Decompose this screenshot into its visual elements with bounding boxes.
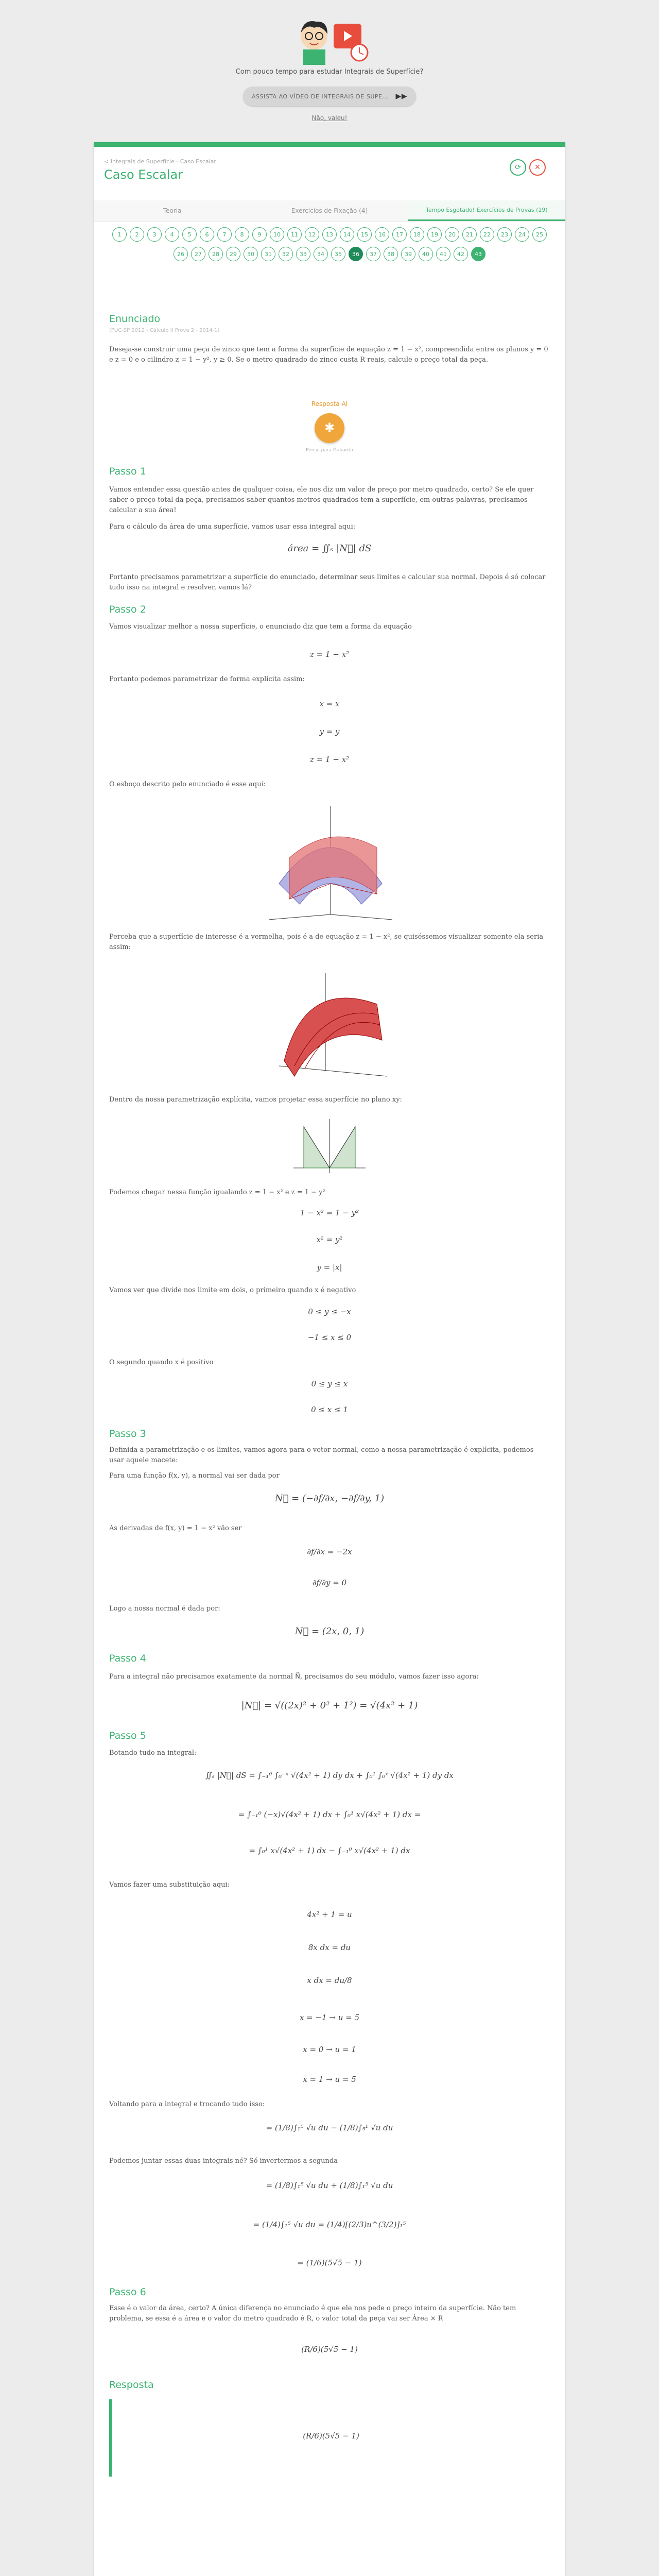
equation: = (1/8)∫₁⁵ √u du + (1/8)∫₁⁵ √u du [266, 2181, 393, 2190]
step-4-heading: Passo 4 [109, 1653, 146, 1664]
question-navigator [105, 227, 554, 266]
equation: 4x² + 1 = u [307, 1910, 352, 1919]
page-title: Caso Escalar [104, 167, 183, 182]
question-number-13[interactable]: 13 [322, 227, 337, 242]
equation: x² = y² [316, 1235, 343, 1244]
equation: ∂f/∂y = 0 [312, 1578, 347, 1587]
equation: ∬ₛ |N⃗| dS = ∫₋₁⁰ ∫₀⁻ˣ √(4x² + 1) dy dx + ∫₀¹ ∫₀ˣ √(4x² + 1) dy dx [205, 1771, 454, 1780]
question-number-2[interactable]: 2 [130, 227, 144, 242]
question-number-12[interactable]: 12 [305, 227, 319, 242]
step-2-text: Perceba que a superfície de interesse é a vermelha, pois é a de equação z = 1 − x², se quiséssemos visualizar somente ela seria assim: [109, 933, 544, 952]
question-number-3[interactable]: 3 [147, 227, 162, 242]
question-number-33[interactable]: 33 [296, 247, 310, 261]
step-1-text: Vamos entender essa questão antes de qualquer coisa, ele nos diz um valor de preço por metro quadrado, certo? Se ele quer saber o preço total da peça, precisamos saber quantos metros quadrados tem a superfície, em outras palavras, precisamos calcular a sua área! [109, 486, 534, 515]
step-5-text: Vamos fazer uma substituição aqui: [109, 1881, 230, 1889]
step-3-heading: Passo 3 [109, 1428, 146, 1439]
equation: N⃗ = (2x, 0, 1) [294, 1626, 365, 1637]
equation: = ∫₋₁⁰ (−x)√(4x² + 1) dx + ∫₀¹ x√(4x² + 1) dx = [238, 1810, 421, 1819]
step-4-text: Para a integral não precisamos exatamente da normal N⃗, precisamos do seu módulo, vamos fazer isso agora: [109, 1673, 479, 1681]
question-number-19[interactable]: 19 [427, 227, 442, 242]
step-5-text: Podemos juntar essas duas integrais né? Só invertermos a segunda [109, 2157, 338, 2165]
ai-answer-label: Resposta AI [311, 400, 348, 408]
equation: z = 1 − x² [309, 755, 350, 764]
answer-box [109, 2399, 553, 2477]
question-number-11[interactable]: 11 [287, 227, 302, 242]
question-number-36[interactable]: 36 [349, 247, 363, 261]
projection-xy-plot [288, 1116, 371, 1178]
question-number-31[interactable]: 31 [261, 247, 275, 261]
step-3-text: Definida a parametrização e os limites, vamos agora para o vetor normal, como a nossa parametrização é explícita, podemos usar aquele macete: [109, 1446, 534, 1465]
step-2-text: Portanto podemos parametrizar de forma explícita assim: [109, 675, 305, 683]
tab-exam-exercises[interactable]: Tempo Esgotado! Exercícios de Provas (19) [408, 200, 565, 221]
question-row [105, 247, 554, 261]
step-1-text: Para o cálculo da área de uma superfície, vamos usar essa integral aqui: [109, 523, 356, 531]
robot-icon: ✱ [315, 413, 344, 443]
promo-text: Com pouco tempo para estudar Integrais de Superfície? [235, 68, 424, 76]
dismiss-link[interactable]: Não, valeu! [311, 114, 348, 122]
question-number-34[interactable]: 34 [314, 247, 328, 261]
statement-text: Deseja-se construir uma peça de zinco que tem a forma da superfície de equação z = 1 − x², compreendida entre os planos y = 0 e z = 0 e o cilindro z = 1 − y², y ≥ 0. Se o metro quadrado do zinco custa R reais, calcule o preço total da peça. [109, 346, 548, 364]
step-2-text: Vamos visualizar melhor a nossa superfície, o enunciado diz que tem a forma da equação [109, 623, 412, 631]
final-answer: (R/6)(5√5 − 1) [303, 2431, 359, 2441]
equation: |N⃗| = √((2x)² + 0² + 1²) = √(4x² + 1) [241, 1700, 418, 1711]
equation: (R/6)(5√5 − 1) [301, 2345, 358, 2354]
equation: 8x dx = du [308, 1943, 351, 1952]
question-number-22[interactable]: 22 [480, 227, 494, 242]
equation: y = y [319, 727, 340, 736]
question-row [105, 227, 554, 242]
watch-video-button[interactable] [243, 87, 416, 106]
equation: = ∫₀¹ x√(4x² + 1) dx − ∫₋₁⁰ x√(4x² + 1) dx [249, 1846, 410, 1855]
question-number-28[interactable]: 28 [209, 247, 223, 261]
equation: 0 ≤ x ≤ 1 [311, 1405, 348, 1414]
breadcrumb[interactable]: < Integrais de Superfície - Caso Escalar [104, 158, 216, 165]
step-5-text: Botando tudo na integral: [109, 1749, 197, 1757]
question-number-41[interactable]: 41 [436, 247, 450, 261]
equation: = (1/8)∫₁⁵ √u du − (1/8)∫₅¹ √u du [266, 2123, 393, 2132]
close-icon[interactable]: ✕ [529, 159, 546, 176]
step-1-heading: Passo 1 [109, 466, 146, 477]
question-number-7[interactable]: 7 [217, 227, 232, 242]
equation: 0 ≤ y ≤ −x [308, 1307, 351, 1316]
answer-heading: Resposta [109, 2379, 154, 2391]
ai-answer-button[interactable] [306, 399, 353, 454]
question-number-24[interactable]: 24 [515, 227, 529, 242]
question-number-5[interactable]: 5 [182, 227, 197, 242]
question-number-16[interactable]: 16 [375, 227, 389, 242]
step-3-text: As derivadas de f(x, y) = 1 − x² vão ser [109, 1524, 242, 1532]
tab-bar [94, 200, 565, 222]
question-number-23[interactable]: 23 [497, 227, 512, 242]
question-number-39[interactable]: 39 [401, 247, 415, 261]
section-heading: Enunciado [109, 313, 161, 325]
tab-fixation[interactable]: Exercícios de Fixação (4) [251, 200, 408, 221]
question-number-25[interactable]: 25 [532, 227, 547, 242]
question-number-17[interactable]: 17 [392, 227, 407, 242]
equation: 0 ≤ y ≤ x [311, 1379, 348, 1388]
question-number-9[interactable]: 9 [252, 227, 267, 242]
question-number-26[interactable]: 26 [174, 247, 188, 261]
question-number-27[interactable]: 27 [191, 247, 205, 261]
question-number-6[interactable]: 6 [200, 227, 214, 242]
equation: = (1/6)(5√5 − 1) [297, 2258, 362, 2267]
step-2-text: Podemos chegar nessa função igualando z = 1 − x² e z = 1 − y² [109, 1189, 325, 1196]
question-number-43[interactable]: 43 [471, 247, 485, 261]
ai-answer-caption: Pense para Gabarito [306, 447, 353, 453]
question-number-20[interactable]: 20 [445, 227, 459, 242]
equation: −1 ≤ x ≤ 0 [307, 1333, 352, 1342]
equation: z = 1 − x² [309, 650, 350, 659]
surface-red-3d [264, 963, 397, 1087]
equation: x = x [319, 699, 340, 708]
watch-video-label: ASSISTA AO VÍDEO DE INTEGRAIS DE SUPE... [251, 93, 389, 100]
question-number-15[interactable]: 15 [357, 227, 372, 242]
equation: x = 1 → u = 5 [303, 2075, 356, 2084]
question-number-21[interactable]: 21 [462, 227, 477, 242]
statement-source: (PUC-SP 2012 - Cálculo II Prova 2 - 2014-1) [109, 328, 220, 334]
question-number-42[interactable]: 42 [454, 247, 468, 261]
question-number-40[interactable]: 40 [419, 247, 433, 261]
equation: = (1/4)∫₁⁵ √u du = (1/4)[(2/3)u^(3/2)]₁⁵ [253, 2220, 406, 2229]
question-number-10[interactable]: 10 [270, 227, 284, 242]
step-3-text: Para uma função f(x, y), a normal vai ser dada por [109, 1472, 280, 1480]
equation: 1 − x² = 1 − y² [300, 1208, 359, 1217]
step-2-text: O esboço descrito pelo enunciado é esse aqui: [109, 781, 266, 788]
step-2-heading: Passo 2 [109, 604, 146, 615]
step-3-text: Logo a nossa normal é dada por: [109, 1605, 220, 1613]
question-number-29[interactable]: 29 [226, 247, 240, 261]
refresh-icon[interactable]: ⟳ [510, 159, 526, 176]
step-2-text: Vamos ver que divide nos limite em dois, o primeiro quando x é negativo [109, 1286, 356, 1294]
question-number-1[interactable]: 1 [112, 227, 127, 242]
step-5-text: Voltando para a integral e trocando tudo isso: [109, 2100, 265, 2108]
equation: ∂f/∂x = −2x [307, 1547, 352, 1556]
question-number-30[interactable]: 30 [244, 247, 258, 261]
question-number-14[interactable]: 14 [340, 227, 354, 242]
step-6-text: Esse é o valor da área, certo? A única diferença no enunciado é que ele nos pede o preço inteiro da superfície. Não tem problema, se essa é a área e o valor do metro quadrado é R, o valor total da peça vai ser Área × R [109, 2304, 516, 2323]
promo-banner [0, 0, 659, 144]
surface-sketch-3d [258, 801, 403, 925]
equation: x = 0 → u = 1 [303, 2045, 356, 2054]
step-5-heading: Passo 5 [109, 1730, 146, 1741]
step-6-heading: Passo 6 [109, 2286, 146, 2298]
step-2-text: O segundo quando x é positivo [109, 1359, 214, 1366]
statement-heading [109, 312, 550, 335]
question-number-37[interactable]: 37 [366, 247, 380, 261]
question-number-18[interactable]: 18 [410, 227, 424, 242]
fast-forward-icon: ▶▶ [395, 92, 408, 100]
equation: y = |x| [317, 1263, 342, 1272]
exercise-card [94, 142, 565, 2576]
question-number-32[interactable]: 32 [279, 247, 293, 261]
mascot-illustration [273, 14, 386, 66]
tab-theory[interactable]: Teoria [94, 200, 251, 221]
step-2-text: Dentro da nossa parametrização explícita, vamos projetar essa superfície no plano xy: [109, 1096, 402, 1104]
equation: x dx = du/8 [307, 1976, 352, 1985]
normal-formula: N⃗ = (−∂f/∂x, −∂f/∂y, 1) [274, 1493, 385, 1504]
step-1-text: Portanto precisamos parametrizar a superfície do enunciado, determinar seus limites e calcular sua normal. Depois é só colocar tudo isso na integral e resolver, vamos lá? [109, 573, 546, 592]
question-number-38[interactable]: 38 [384, 247, 398, 261]
area-formula: área = ∬ₛ |N⃗| dS [287, 543, 372, 554]
question-number-8[interactable]: 8 [235, 227, 249, 242]
question-number-4[interactable]: 4 [165, 227, 179, 242]
question-number-35[interactable]: 35 [331, 247, 345, 261]
equation: x = −1 → u = 5 [299, 2013, 360, 2022]
